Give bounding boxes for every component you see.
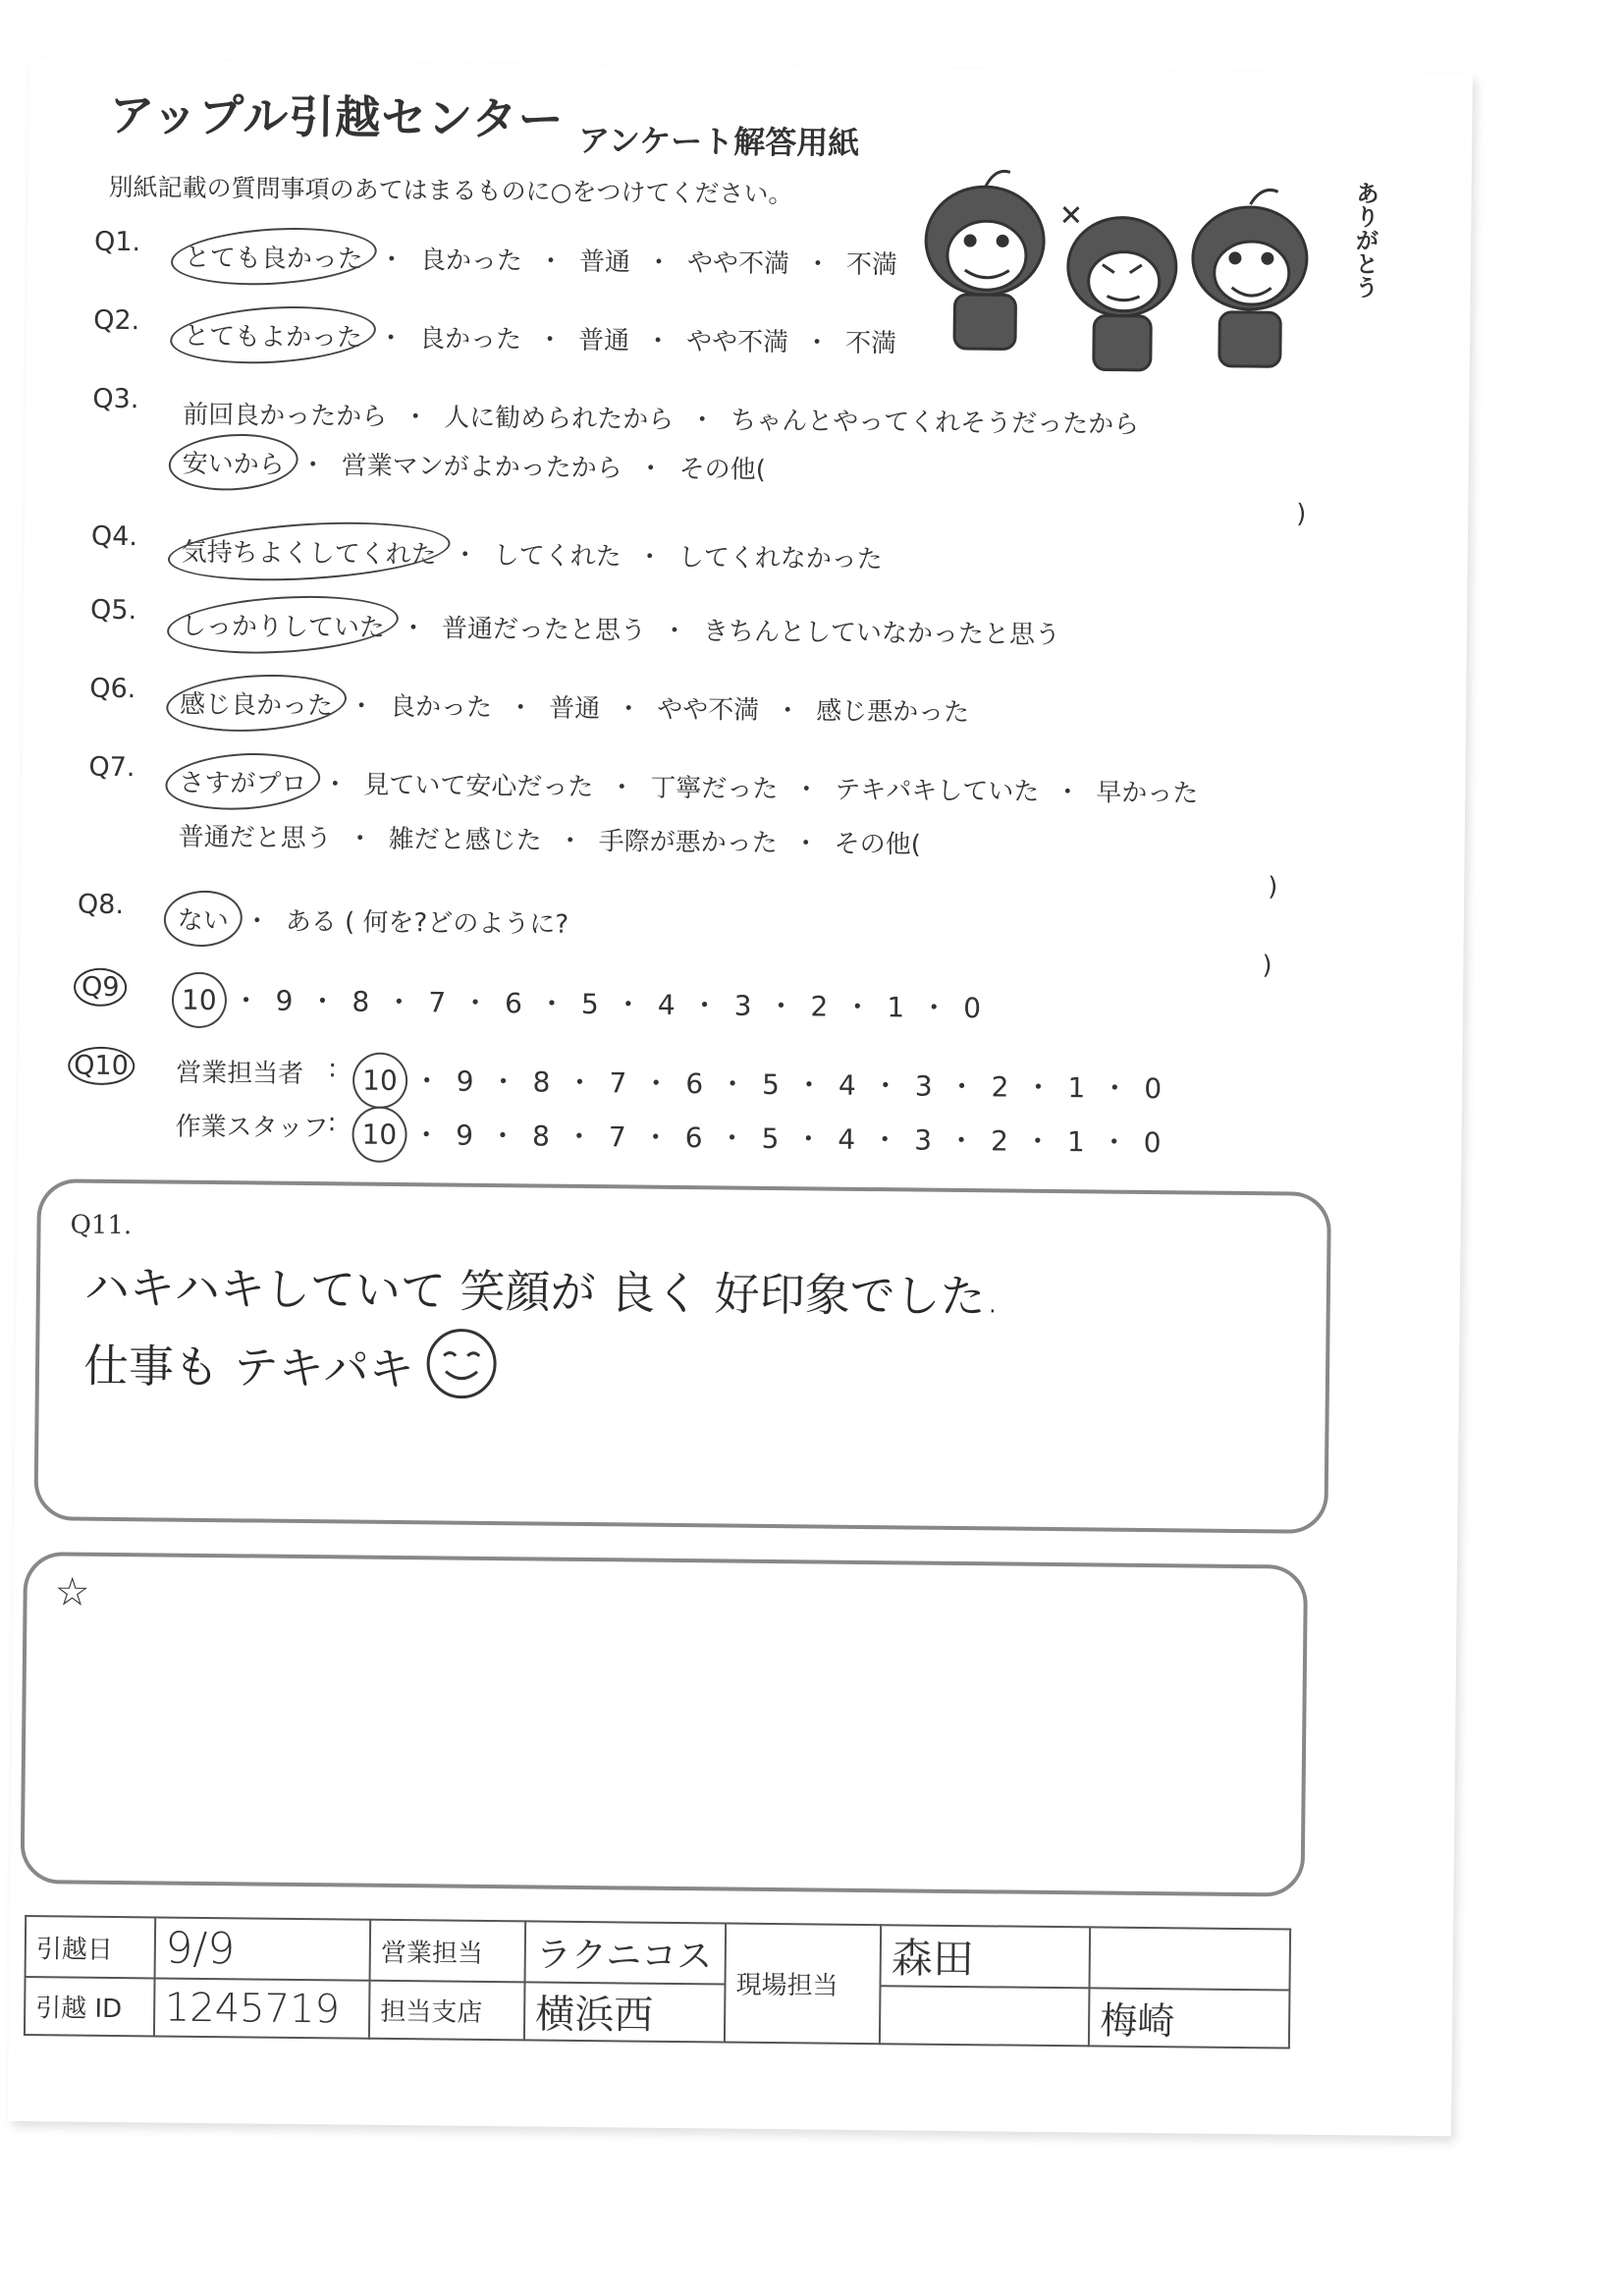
q10-staff-score[interactable]: 6	[684, 1121, 703, 1155]
q4-option[interactable]: してくれた	[493, 540, 622, 573]
q10-sales-score[interactable]: 9	[456, 1065, 474, 1098]
sales-rep-label: 営業担当	[370, 1920, 526, 1983]
q3-option[interactable]: 人に勧められたから	[444, 403, 675, 435]
q4-option[interactable]: してくれなかった	[677, 542, 883, 575]
q10-sales-score[interactable]: 8	[532, 1066, 551, 1099]
q3-option-other[interactable]: その他(	[678, 454, 767, 485]
q2-option-selected[interactable]: とてもよかった	[184, 316, 362, 355]
q7-options-line1: さすがプロ ・ 見ていて安心だった ・ 丁寧だった ・ テキパキしていた ・ 早かった	[179, 763, 1198, 810]
q2-options: とてもよかった ・ 良かった ・ 普通 ・ やや不満 ・ 不満	[184, 316, 896, 360]
q10-staff-score[interactable]: 2	[990, 1124, 1009, 1158]
q9-score-selected[interactable]: 10	[182, 984, 217, 1016]
q10-sales-score[interactable]: 0	[1144, 1071, 1163, 1106]
q9-scale: 10 ・ 9 ・ 8 ・ 7 ・ 6 ・ 5 ・ 4 ・ 3 ・ 2 ・ 1 ・ 0	[182, 979, 981, 1027]
q3-option[interactable]: 営業マンがよかったから	[341, 451, 622, 484]
q7-label: Q7.	[88, 751, 135, 784]
q7-option[interactable]: テキパキしていた	[835, 775, 1040, 807]
q6-label: Q6.	[89, 673, 136, 705]
q10-staff-score[interactable]: 5	[761, 1121, 780, 1156]
q10-sales-score[interactable]: 2	[991, 1070, 1009, 1104]
q6-option[interactable]: 普通	[549, 693, 601, 725]
q10-staff-score[interactable]: 7	[608, 1121, 626, 1154]
q10-staff-scale: 10 ・ 9 ・ 8 ・ 7 ・ 6 ・ 5 ・ 4 ・ 3 ・ 2 ・ 1 ・ 0	[361, 1114, 1161, 1162]
q10-sales-score[interactable]: 1	[1067, 1071, 1086, 1105]
q1-option[interactable]: 普通	[578, 246, 631, 278]
site-staff-label: 現場担当	[725, 1924, 881, 2045]
q10-staff-score[interactable]: 8	[531, 1120, 551, 1153]
star-icon: ☆	[54, 1569, 90, 1615]
q8-option[interactable]: ある ( 何を?どのように?	[285, 906, 569, 940]
q10-staff-score[interactable]: 0	[1143, 1125, 1162, 1160]
q5-options: しっかりしていた ・ 普通だったと思う ・ きちんとしていなかったと思う	[181, 606, 1060, 651]
q10-sales-score[interactable]: 5	[761, 1067, 781, 1102]
free-comment-box[interactable]	[21, 1552, 1308, 1897]
q8-close-paren: )	[1262, 951, 1272, 981]
q8-label: Q8.	[77, 889, 125, 921]
q10-sales-score[interactable]: 7	[609, 1066, 627, 1100]
q9-label: Q9	[74, 968, 128, 1008]
q3-option[interactable]: ちゃんとやってくれそうだったから	[730, 406, 1140, 440]
q10-sales-scale: 10 ・ 9 ・ 8 ・ 7 ・ 6 ・ 5 ・ 4 ・ 3 ・ 2 ・ 1 ・ 0	[362, 1060, 1162, 1108]
q9-score[interactable]: 7	[428, 986, 447, 1019]
q11-answer-line1: ハキハキしていて 笑顔が 良く 好印象でした.	[83, 1260, 1001, 1324]
q9-score[interactable]: 5	[580, 987, 599, 1021]
branch-value[interactable]: 横浜西	[524, 1982, 726, 2042]
branch-label: 担当支店	[369, 1981, 525, 2041]
q1-option[interactable]: 良かった	[419, 246, 523, 277]
q7-option[interactable]: 見ていて安心だった	[363, 770, 594, 803]
q5-option[interactable]: きちんとしていなかったと思う	[702, 617, 1061, 651]
sales-rep-value[interactable]: ラクニコス	[525, 1921, 727, 1984]
survey-sheet	[8, 59, 1473, 2136]
form-subtitle: アンケート解答用紙	[577, 121, 860, 162]
q6-option[interactable]: やや不満	[657, 694, 760, 726]
move-date-label: 引越日	[26, 1916, 155, 1978]
q9-score[interactable]: 6	[504, 987, 523, 1020]
q10-sales-score[interactable]: 6	[685, 1067, 704, 1101]
q10-staff-score[interactable]: 3	[914, 1123, 933, 1157]
q6-options: 感じ良かった ・ 良かった ・ 普通 ・ やや不満 ・ 感じ悪かった	[180, 684, 969, 729]
q7-option[interactable]: 手際が悪かった	[598, 827, 778, 859]
q3-option[interactable]: 前回良かったから	[183, 400, 388, 432]
move-id-label: 引越 ID	[25, 1977, 154, 2036]
q1-option[interactable]: 不満	[845, 249, 898, 281]
q7-close-paren: )	[1268, 872, 1278, 902]
q5-label: Q5.	[89, 594, 137, 627]
q10-staff-label: 作業スタッフ	[175, 1112, 329, 1144]
site-staff-cell-empty[interactable]	[880, 1986, 1090, 2046]
q4-label: Q4.	[90, 520, 138, 553]
q11-comment-box[interactable]	[33, 1178, 1331, 1534]
q9-score[interactable]: 8	[352, 985, 370, 1018]
site-staff-value-2[interactable]: 梅崎	[1089, 1988, 1289, 2048]
q7-option[interactable]: 普通だと思う	[178, 822, 332, 854]
q7-option[interactable]: 丁寧だった	[650, 773, 779, 805]
q1-option-selected[interactable]: とても良かった	[185, 238, 363, 276]
mascot-illustration	[915, 146, 1329, 386]
q11-label: Q11.	[70, 1210, 133, 1241]
q7-options-line2: 普通だと思う ・ 雑だと感じた ・ 手際が悪かった ・ その他(	[179, 817, 922, 861]
q9-score[interactable]: 4	[657, 988, 676, 1021]
q7-option-other[interactable]: その他(	[834, 829, 922, 860]
q9-score[interactable]: 1	[887, 991, 905, 1024]
q2-option[interactable]: 良かった	[418, 324, 522, 355]
move-date-value[interactable]: 9/9	[154, 1917, 370, 1980]
q10-staff-score[interactable]: 4	[838, 1122, 856, 1156]
q8-options: ない ・ ある ( 何を?どのように?	[178, 901, 569, 941]
q2-label: Q2.	[93, 304, 140, 337]
q6-option[interactable]: 良かった	[389, 691, 493, 723]
q10-colon: :	[328, 1054, 338, 1084]
q3-close-paren: )	[1296, 499, 1307, 529]
q10-sales-score[interactable]: 3	[914, 1069, 933, 1103]
q10-staff-score[interactable]: 9	[456, 1119, 474, 1152]
q10-sales-score-selected[interactable]: 10	[362, 1065, 398, 1097]
q10-sales-score[interactable]: 4	[838, 1068, 856, 1102]
site-staff-cell-empty[interactable]	[1090, 1927, 1290, 1990]
q8-option-selected[interactable]: ない	[178, 901, 229, 938]
q4-option-selected[interactable]: 気持ちよくしてくれた	[182, 532, 437, 572]
q2-option[interactable]: 不満	[844, 328, 897, 359]
q10-staff-score[interactable]: 1	[1066, 1125, 1085, 1159]
q2-option[interactable]: 普通	[577, 325, 630, 356]
instruction-text: 別紙記載の質問事項のあてはまるものに○をつけてください。	[108, 172, 793, 209]
q9-score[interactable]: 0	[963, 992, 982, 1025]
q9-score[interactable]: 2	[810, 990, 829, 1023]
q7-option[interactable]: 雑だと感じた	[388, 824, 542, 856]
site-staff-value-1[interactable]: 森田	[881, 1925, 1091, 1988]
q3-options-line1: 前回良かったから ・ 人に勧められたから ・ ちゃんとやってくれそうだったから	[183, 395, 1139, 441]
brand-title: アップル引越センター	[109, 87, 565, 146]
q6-option[interactable]: 感じ悪かった	[816, 696, 970, 729]
q10-label: Q10	[68, 1046, 135, 1085]
q10-staff-score-selected[interactable]: 10	[361, 1119, 397, 1151]
move-id-value[interactable]: 1245719	[154, 1978, 370, 2038]
mascot-thanks-text: ありがとう	[1350, 181, 1380, 300]
q4-options: 気持ちよくしてくれた ・ してくれた ・ してくれなかった	[182, 532, 883, 575]
q6-option-selected[interactable]: 感じ良かった	[180, 684, 333, 723]
q9-score[interactable]: 9	[275, 984, 294, 1017]
info-table	[24, 1915, 1291, 2050]
q2-option[interactable]: やや不満	[685, 327, 789, 358]
smiley-face-icon	[422, 1324, 502, 1403]
q3-option-selected[interactable]: 安いから	[183, 444, 285, 481]
q1-option[interactable]: やや不満	[686, 248, 790, 280]
q3-options-line2: 安いから ・ 営業マンがよかったから ・ その他(	[183, 444, 767, 486]
q10-colon: :	[327, 1108, 337, 1138]
q1-options: とても良かった ・ 良かった ・ 普通 ・ やや不満 ・ 不満	[185, 238, 897, 282]
q1-label: Q1.	[93, 226, 141, 258]
q5-option[interactable]: 普通だったと思う	[441, 614, 647, 646]
q7-option-selected[interactable]: さすがプロ	[179, 763, 306, 800]
q7-option[interactable]: 早かった	[1096, 778, 1199, 809]
q3-label: Q3.	[92, 383, 139, 415]
q11-answer-line2: 仕事も テキパキ	[82, 1339, 414, 1396]
q5-option-selected[interactable]: しっかりしていた	[181, 606, 385, 644]
q10-sales-label: 営業担当者	[176, 1058, 304, 1089]
q9-score[interactable]: 3	[733, 989, 752, 1022]
